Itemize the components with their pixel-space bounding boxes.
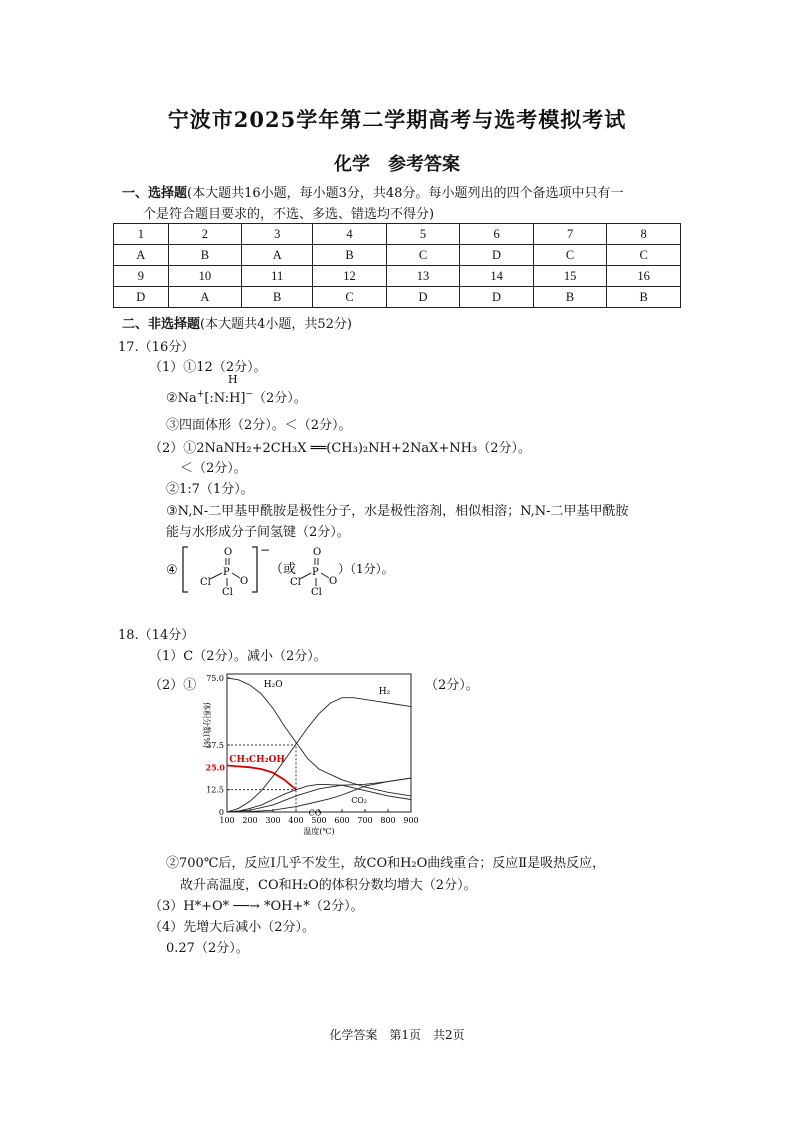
page-subtitle: 化学 参考答案 <box>334 154 460 175</box>
q17-1-2c: （2分）。 <box>253 391 307 406</box>
table-cell: C <box>607 245 681 266</box>
series-line-2 <box>227 766 296 790</box>
section1-note-1: (本大题共16小题，每小题3分，共48分。每小题列出的四个备选项中只有一 <box>187 186 624 201</box>
y-tick-label-extra: 25.0 <box>205 762 225 773</box>
label-h2o: H₂O <box>263 679 283 690</box>
section2-line <box>122 313 352 332</box>
label-ethanol: CH₃CH₂OH <box>229 754 285 765</box>
y-tick-label: 75.0 <box>206 674 224 683</box>
svg-text:O: O <box>313 547 322 558</box>
q17-2-2: ②1:7（1分）。 <box>166 482 254 497</box>
table-row <box>114 287 681 308</box>
q18-3: （3）H*+O* ──→ *OH+*（2分）。 <box>149 899 364 914</box>
table-cell: 3 <box>242 224 313 245</box>
q17-1-2a: ②Na <box>166 391 197 406</box>
table-cell: B <box>242 287 313 308</box>
svg-text:Cl: Cl <box>290 577 301 588</box>
table-cell: 5 <box>386 224 460 245</box>
x-tick-label: 500 <box>311 816 327 825</box>
svg-text:Cl: Cl <box>311 587 322 598</box>
answer-table <box>113 223 681 308</box>
table-cell: C <box>533 245 607 266</box>
q17-2-3a: ③N,N-二甲基甲酰胺是极性分子，水是极性溶剂，相似相溶；N,N-二甲基甲酰胺 <box>166 504 629 519</box>
table-cell: A <box>242 245 313 266</box>
charge-text: − <box>260 543 271 557</box>
q18-2-label: （2）① <box>149 678 197 693</box>
table-cell: 16 <box>607 266 681 287</box>
y-tick-label: 37.5 <box>206 741 224 750</box>
table-cell: 4 <box>313 224 387 245</box>
table-cell: 13 <box>386 266 460 287</box>
x-tick-label: 700 <box>357 816 373 825</box>
table-cell: 8 <box>607 224 681 245</box>
q18-4: （4）先增大后减小（2分）。 <box>149 920 316 935</box>
table-cell: A <box>114 245 169 266</box>
table-cell: B <box>607 287 681 308</box>
svg-text:P: P <box>312 567 319 578</box>
q17-1-2: ②Na+[:N:H]−（2分）。 <box>166 389 307 406</box>
table-row <box>114 224 681 245</box>
q17-2-3b: 能与水形成分子间氢键（2分）。 <box>166 525 350 540</box>
svg-text:O: O <box>240 576 249 587</box>
table-cell: 15 <box>533 266 607 287</box>
page-title: 宁波市2025学年第二学期高考与选考模拟考试 <box>167 107 627 132</box>
table-cell: D <box>460 287 534 308</box>
table-cell: 7 <box>533 224 607 245</box>
svg-text:Cl: Cl <box>200 577 211 588</box>
x-tick-label: 600 <box>334 816 350 825</box>
section1-heading: 一、选择题 <box>122 186 188 201</box>
q17-1-3: ③四面体形（2分）。＜（2分）。 <box>166 418 352 433</box>
table-cell: 2 <box>168 224 242 245</box>
x-tick-label: 400 <box>288 816 304 825</box>
q18-1: （1）C（2分）。减小（2分）。 <box>149 649 327 664</box>
table-cell: B <box>313 245 387 266</box>
table-cell: B <box>168 245 242 266</box>
section2-heading: 二、非选择题 <box>122 317 201 332</box>
table-cell: 14 <box>460 266 534 287</box>
x-tick-label: 200 <box>242 816 258 825</box>
volume-fraction-chart <box>190 670 430 840</box>
table-cell: 6 <box>460 224 534 245</box>
section1-note-2: 个是符合题目要求的，不选、多选、错选均不得分) <box>143 207 435 222</box>
q17-1-2-top: H <box>228 373 238 386</box>
table-cell: C <box>386 245 460 266</box>
x-tick-label: 800 <box>380 816 396 825</box>
q17-1-2b: [:N:H] <box>204 391 246 406</box>
svg-text:O: O <box>224 547 233 558</box>
q17-2-1b: ＜（2分）。 <box>180 461 247 476</box>
x-axis-label: 温度(℃) <box>303 827 335 836</box>
q18-2-2b: 故升高温度，CO和H₂O的体积分数均增大（2分）。 <box>180 878 477 893</box>
table-cell: 11 <box>242 266 313 287</box>
phosphate-structures <box>180 540 394 600</box>
q18-2-score: （2分）。 <box>425 678 479 693</box>
table-row <box>114 266 681 287</box>
table-cell: D <box>114 287 169 308</box>
y-tick-label: 12.5 <box>206 785 224 795</box>
table-cell: A <box>168 287 242 308</box>
q17-or: （或 <box>270 562 297 577</box>
section2-note: (本大题共4小题，共52分) <box>200 317 352 332</box>
table-cell: D <box>386 287 460 308</box>
table-cell: 9 <box>114 266 169 287</box>
q17-2-4-suffix: ）（1分）。 <box>338 562 394 576</box>
y-axis-label: 体积分数(%) <box>202 702 211 748</box>
x-tick-label: 300 <box>265 816 281 825</box>
table-cell: 10 <box>168 266 242 287</box>
table-cell: 12 <box>313 266 387 287</box>
svg-text:P: P <box>223 567 230 578</box>
table-row <box>114 245 681 266</box>
svg-text:O: O <box>329 576 338 587</box>
label-co: CO <box>308 808 322 818</box>
q17-2-1: （2）①2NaNH₂+2CH₃X ══(CH₃)₂NH+2NaX+NH₃（2分）。 <box>149 441 531 456</box>
label-h2: H₂ <box>378 687 391 698</box>
svg-text:Cl: Cl <box>222 587 233 598</box>
section1-line1 <box>122 182 623 201</box>
q17-head: 17.（16分） <box>118 340 195 355</box>
page-footer: 化学答案 第1页 共2页 <box>329 1028 465 1042</box>
table-cell: 1 <box>114 224 169 245</box>
x-tick-label: 100 <box>219 816 235 825</box>
table-cell: D <box>460 245 534 266</box>
table-cell: B <box>533 287 607 308</box>
table-cell: C <box>313 287 387 308</box>
q18-head: 18.（14分） <box>118 628 195 643</box>
q18-2-2a: ②700℃后，反应Ⅰ几乎不发生，故CO和H₂O曲线重合；反应Ⅱ是吸热反应， <box>166 856 606 871</box>
q17-1-1: （1）①12（2分）。 <box>149 360 267 375</box>
q17-2-4-prefix: ④ <box>166 563 178 578</box>
label-co2: CO₂ <box>351 796 368 806</box>
x-tick-label: 900 <box>403 816 419 825</box>
q18-4b: 0.27（2分）。 <box>166 941 249 956</box>
y-tick-label: 0 <box>218 808 224 817</box>
